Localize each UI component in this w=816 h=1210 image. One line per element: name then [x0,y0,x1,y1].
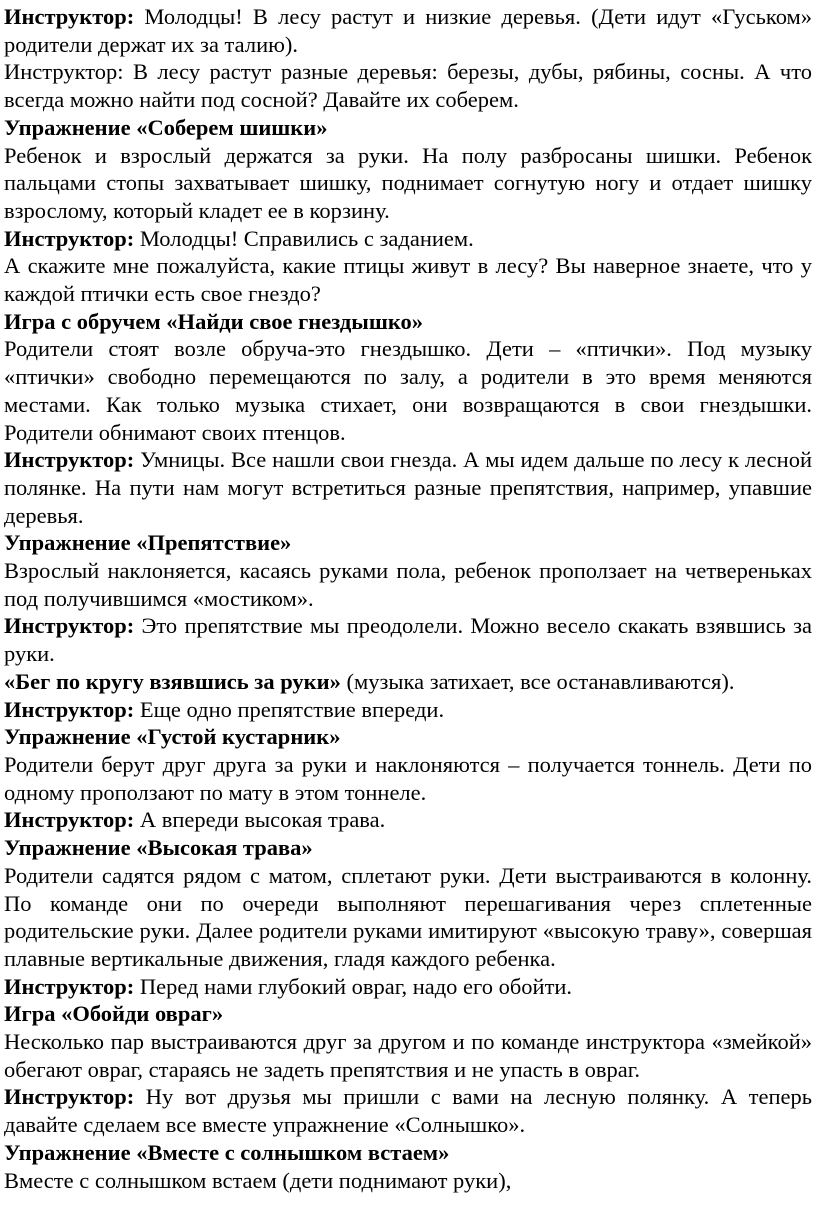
paragraph [4,1083,812,1138]
paragraph-text: (музыка затихает, все останавливаются). [340,668,735,694]
paragraph-text: Еще одно препятствие впереди. [134,696,445,722]
section-heading: Упражнение «Препятствие» [4,530,292,556]
paragraph [4,252,812,307]
speaker-label: Инструктор: [4,696,135,722]
paragraph-text: Несколько пар выстраиваются друг за другом и по команде инструктора «змейкой» обегают овраг, стараясь не задеть препятствия и не упасть в овраг. [4,1029,812,1082]
paragraph [4,446,812,529]
speaker-label: Инструктор: [4,1084,135,1110]
paragraph-text: Родители садятся рядом с матом, сплетают руки. Дети выстраиваются в колонну. По команде они по очереди выполняют перешагивания через сплетенные родительские руки. Далее родители руками имитируют «высокую траву», совершая плавные вертикальные движения, гладя каждого ребенка. [4,862,812,971]
paragraph [4,751,812,806]
paragraph [4,1028,812,1083]
paragraph-text: Родители берут друг друга за руки и наклоняются – получается тоннель. Дети по одному проползают по мату в этом тоннеле. [4,751,812,805]
paragraph-text: А впереди высокая трава. [134,807,386,833]
paragraph-text: Это препятствие мы преодолели. Можно весело скакать взявшись за руки. [4,613,812,667]
section-heading: Упражнение «Вместе с солнышком встаем» [4,1139,450,1165]
speaker-label: Инструктор: [4,807,135,833]
paragraph [4,696,812,724]
speaker-label: Инструктор: [4,613,135,639]
paragraph [4,806,812,834]
paragraph [4,3,812,58]
paragraph [4,58,812,113]
paragraph-text: Молодцы! В лесу растут и низкие деревья. (Дети идут «Гуськом» родители держат их за талию). [4,4,812,57]
paragraph-text: Взрослый наклоняется, касаясь руками пола, ребенок проползает на четвереньках под получившимся «мостиком». [4,558,812,611]
paragraph-text: А скажите мне пожалуйста, какие птицы живут в лесу? Вы наверное знаете, что у каждой птички есть свое гнездо? [4,253,812,307]
paragraph-text: Молодцы! Справились с заданием. [134,225,474,251]
speaker-label: Инструктор: [4,4,135,29]
paragraph-text: Ну вот друзья мы пришли с вами на лесную полянку. А теперь давайте сделаем все вместе упражнение «Солнышко». [4,1084,812,1138]
paragraph [4,142,812,225]
paragraph [4,668,812,696]
paragraph [4,557,812,612]
paragraph-text: Умницы. Все нашли свои гнезда. А мы идем дальше по лесу к лесной полянке. На пути нам могут встретиться разные препятствия, например, упавшие деревья. [4,447,812,528]
paragraph [4,225,812,253]
paragraph [4,335,812,446]
section-heading: Упражнение «Высокая трава» [4,835,313,861]
section-heading: Упражнение «Соберем шишки» [4,114,328,140]
paragraph-text: Инструктор: В лесу растут разные деревья: березы, дубы, рябины, сосны. А что всегда можно найти под сосной? Давайте их соберем. [4,59,812,113]
paragraph-text: Перед нами глубокий овраг, надо его обойти. [134,973,573,999]
paragraph-text: Родители стоят возле обруча-это гнездышко. Дети – «птички». Под музыку «птички» свободно перемещаются по залу, а родители в это время меняются местами. Как только музыка стихает, они возвращаются в свои гнездышки. Родители обнимают своих птенцов. [4,336,812,445]
section-heading: Игра «Обойди овраг» [4,1001,224,1027]
speaker-label: Инструктор: [4,447,135,473]
speaker-label: Инструктор: [4,973,135,999]
paragraph [4,612,812,667]
paragraph [4,973,812,1001]
section-heading: Упражнение «Густой кустарник» [4,724,341,750]
paragraph-text: Ребенок и взрослый держатся за руки. На полу разбросаны шишки. Ребенок пальцами стопы захватывает шишку, поднимает согнутую ногу и отдает шишку взрослому, который кладет ее в корзину. [4,142,812,223]
paragraph-text: Вместе с солнышком встаем (дети поднимают руки), [4,1167,512,1193]
speaker-label: Инструктор: [4,225,135,251]
section-heading: Игра с обручем «Найди свое гнездышко» [4,308,424,334]
paragraph [4,1167,812,1195]
game-title-inline: «Бег по кругу взявшись за руки» [4,668,341,694]
paragraph [4,862,812,973]
